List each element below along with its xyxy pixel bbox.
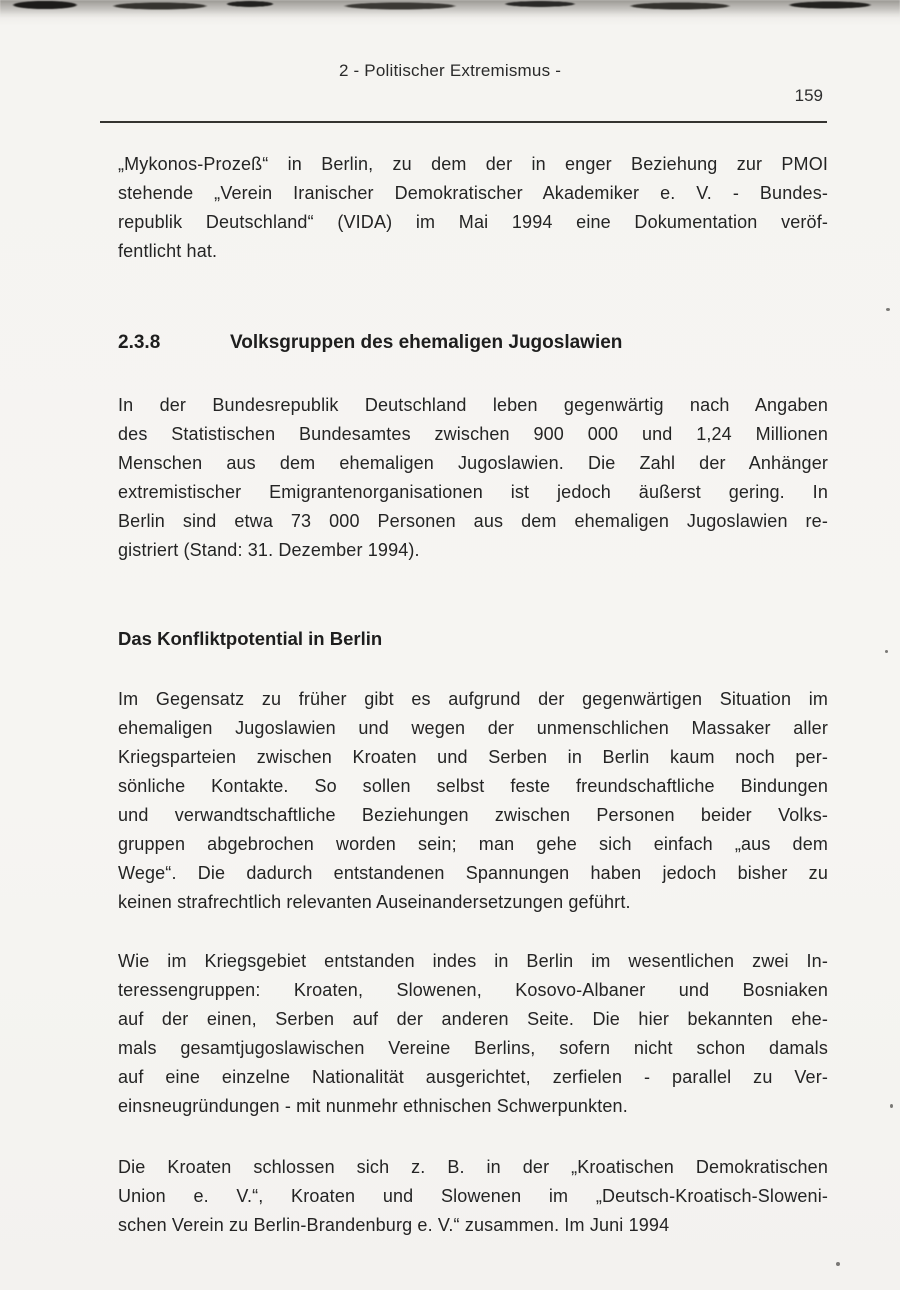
paragraph-demographics xyxy=(118,391,828,565)
running-header-title: 2 - Politischer Extremismus - xyxy=(338,61,562,80)
paragraph-croat-associations xyxy=(118,1153,828,1240)
intro-paragraph xyxy=(118,150,828,266)
paragraph-conflict xyxy=(118,685,828,917)
text-line: ehemaligen Jugoslawien und wegen der unmenschlichen Massaker aller xyxy=(118,718,828,738)
scan-speck xyxy=(886,308,890,311)
text-line: In der Bundesrepublik Deutschland leben gegenwärtig nach Angaben xyxy=(118,395,828,415)
text-line: Kriegsparteien zwischen Kroaten und Serben in Berlin kaum noch per- xyxy=(118,747,828,767)
text-line: mals gesamtjugoslawischen Vereine Berlins, sofern nicht schon damals xyxy=(118,1038,828,1058)
section-number: 2.3.8 xyxy=(118,332,161,353)
text-line: keinen strafrechtlich relevanten Auseinandersetzungen geführt. xyxy=(118,892,631,912)
text-line: und verwandtschaftliche Beziehungen zwischen Personen beider Volks- xyxy=(118,805,828,825)
text-line: auf eine einzelne Nationalität ausgerichtet, zerfielen - parallel zu Ver- xyxy=(118,1067,828,1087)
paragraph-interest-groups xyxy=(118,947,828,1121)
text-line: stehende „Verein Iranischer Demokratischer Akademiker e. V. - Bundes- xyxy=(118,183,828,203)
text-line: gistriert (Stand: 31. Dezember 1994). xyxy=(118,540,420,560)
text-line: republik Deutschland“ (VIDA) im Mai 1994 eine Dokumentation veröf- xyxy=(118,212,828,232)
text-line: Menschen aus dem ehemaligen Jugoslawien. Die Zahl der Anhänger xyxy=(118,453,828,473)
text-line: sönliche Kontakte. So sollen selbst feste freundschaftliche Bindungen xyxy=(118,776,828,796)
text-line: „Mykonos-Prozeß“ in Berlin, zu dem der in enger Beziehung zur PMOI xyxy=(118,154,828,174)
text-line: auf der einen, Serben auf der anderen Seite. Die hier bekannten ehe- xyxy=(118,1009,828,1029)
scan-speck xyxy=(890,1104,893,1108)
text-line: Die Kroaten schlossen sich z. B. in der „Kroatischen Demokratischen xyxy=(118,1157,828,1177)
subheading-konfliktpotential: Das Konfliktpotential in Berlin xyxy=(118,628,383,649)
text-line: Im Gegensatz zu früher gibt es aufgrund der gegenwärtigen Situation im xyxy=(118,689,828,709)
section-heading xyxy=(118,331,828,355)
page-number: 159 xyxy=(794,86,823,105)
scan-speck xyxy=(836,1262,840,1266)
page-content xyxy=(118,150,828,1240)
scan-edge-artifact xyxy=(0,0,900,18)
text-line: gruppen abgebrochen worden sein; man gehe sich einfach „aus dem xyxy=(118,834,828,854)
text-line: fentlicht hat. xyxy=(118,241,218,261)
text-line: einsneugründungen - mit nunmehr ethnischen Schwerpunkten. xyxy=(118,1096,628,1116)
text-line: Wie im Kriegsgebiet entstanden indes in Berlin im wesentlichen zwei In- xyxy=(118,951,828,971)
text-line: Wege“. Die dadurch entstandenen Spannungen haben jedoch bisher zu xyxy=(118,863,828,883)
text-line: Union e. V.“, Kroaten und Slowenen im „Deutsch-Kroatisch-Sloweni- xyxy=(118,1186,828,1206)
scan-speck xyxy=(885,650,888,653)
text-line: schen Verein zu Berlin-Brandenburg e. V.“ zusammen. Im Juni 1994 xyxy=(118,1215,670,1235)
text-line: teressengruppen: Kroaten, Slowenen, Kosovo-Albaner und Bosniaken xyxy=(118,980,828,1000)
text-line: extremistischer Emigrantenorganisationen ist jedoch äußerst gering. In xyxy=(118,482,828,502)
section-title: Volksgruppen des ehemaligen Jugoslawien xyxy=(230,332,623,353)
text-line: Berlin sind etwa 73 000 Personen aus dem ehemaligen Jugoslawien re- xyxy=(118,511,828,531)
header-rule xyxy=(100,121,827,123)
text-line: des Statistischen Bundesamtes zwischen 900 000 und 1,24 Millionen xyxy=(118,424,828,444)
